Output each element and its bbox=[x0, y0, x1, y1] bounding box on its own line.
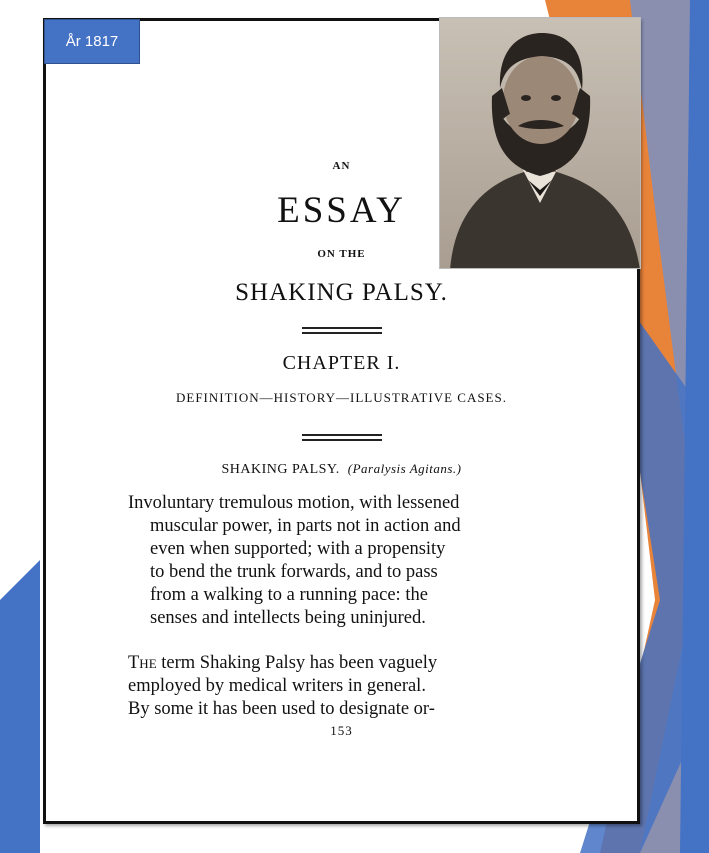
definition-line: Involuntary tremulous motion, with lessened bbox=[128, 493, 460, 513]
page-number: 153 bbox=[330, 723, 353, 738]
definition-line: senses and intellects being uninjured. bbox=[150, 608, 426, 628]
definition-paragraph bbox=[128, 492, 552, 630]
body-line: By some it has been used to designate or- bbox=[128, 699, 435, 719]
definition-line: from a walking to a running pace: the bbox=[150, 585, 428, 605]
body-first-word: The bbox=[128, 653, 157, 673]
definition-line: even when supported; with a propensity bbox=[150, 539, 446, 559]
year-label: År 1817 bbox=[44, 19, 140, 64]
section-title bbox=[43, 461, 640, 478]
section-title-text: SHAKING PALSY. bbox=[221, 462, 340, 477]
title-on-the: ON THE bbox=[317, 248, 366, 260]
double-rule bbox=[302, 327, 382, 334]
definition-line: to bend the trunk forwards, and to pass bbox=[150, 562, 438, 582]
chapter-heading: CHAPTER I. bbox=[282, 352, 401, 374]
double-rule bbox=[302, 434, 382, 441]
title-essay: ESSAY bbox=[277, 190, 406, 231]
title-an: AN bbox=[332, 160, 351, 172]
body-line-text: term Shaking Palsy has been vaguely bbox=[156, 653, 438, 673]
body-paragraph bbox=[128, 652, 552, 721]
chapter-subtitle: DEFINITION—HISTORY—ILLUSTRATIVE CASES. bbox=[176, 390, 507, 405]
body-line: employed by medical writers in general. bbox=[128, 676, 426, 696]
definition-line: muscular power, in parts not in action and bbox=[150, 516, 461, 536]
title-subject: SHAKING PALSY. bbox=[235, 279, 448, 306]
section-latin: (Paralysis Agitans.) bbox=[347, 461, 462, 476]
body-line bbox=[128, 652, 552, 675]
